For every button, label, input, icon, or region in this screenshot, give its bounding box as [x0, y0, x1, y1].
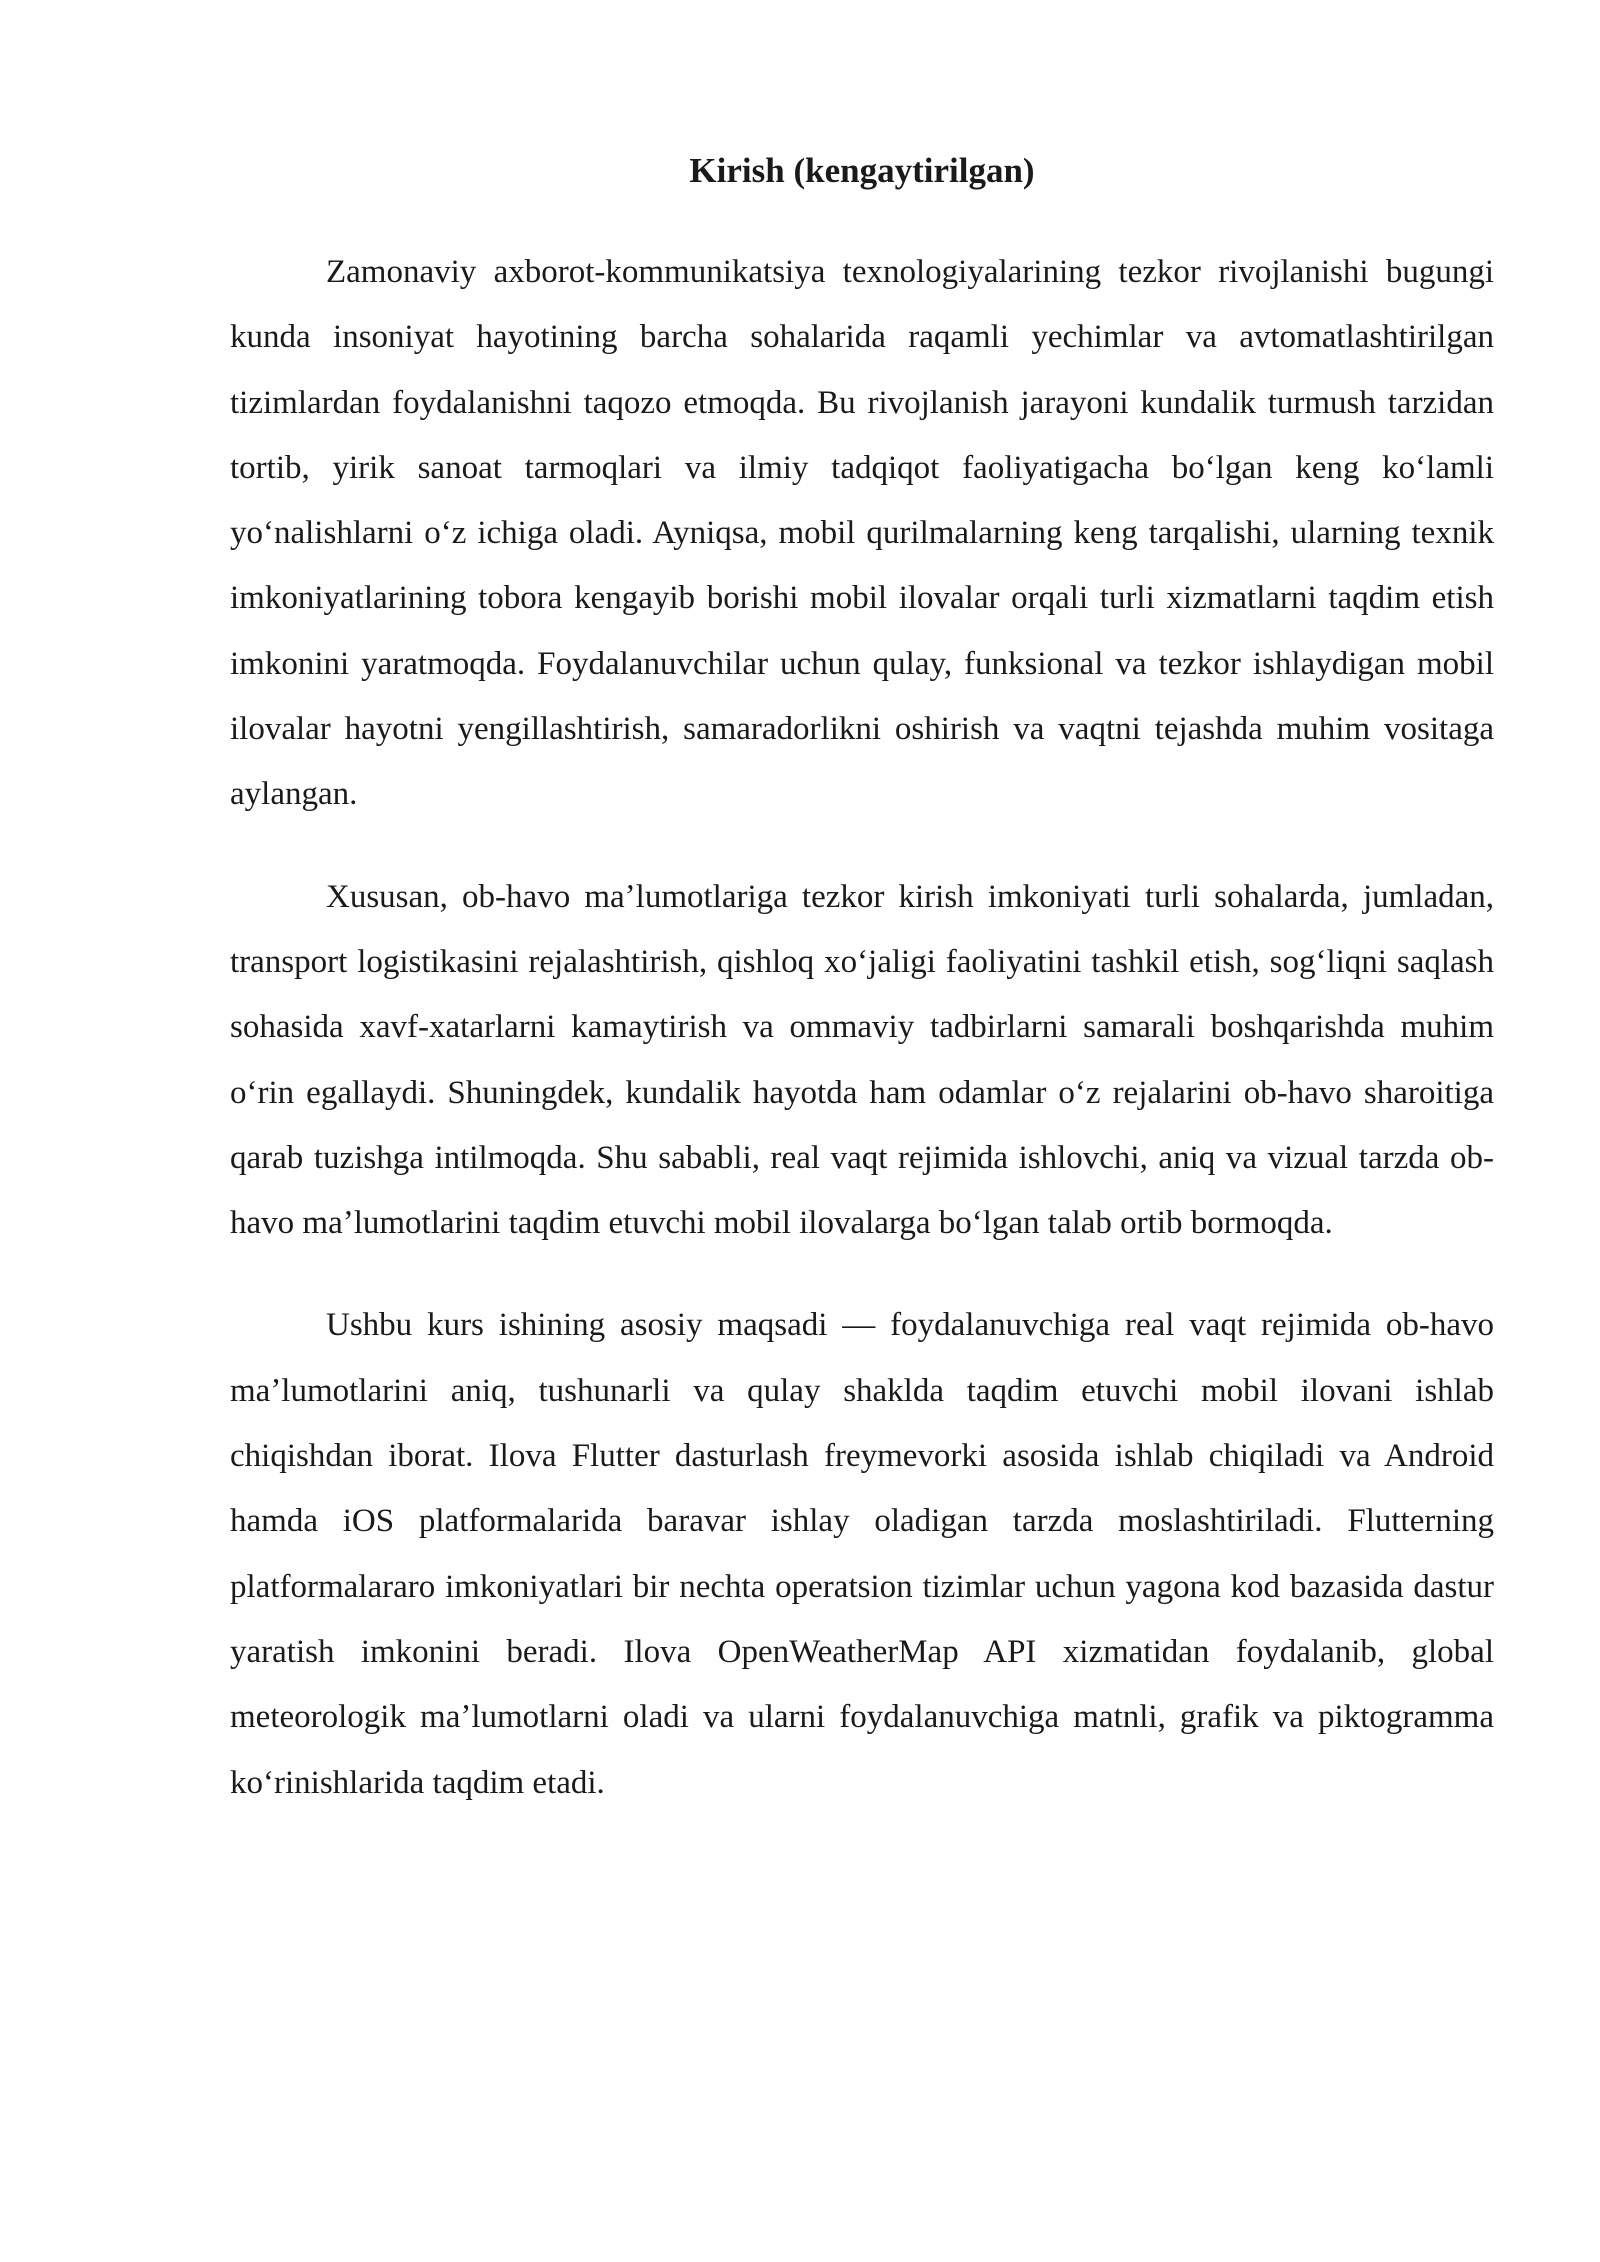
paragraph-2: Xususan, ob-havo maʼlumotlariga tezkor kirish imkoniyati turli sohalarda, jumladan, transport logistikasini rejalashtirish, qishloq xoʻjaligi faoliyatini tashkil etish, sogʻliqni saqlash sohasida xavf-xatarlarni kamaytirish va ommaviy tadbirlarni samarali boshqarishda muhim oʻrin egallaydi. Shuningdek, kundalik hayotda ham odamlar oʻz rejalarini ob-havo sharoitiga qarab tuzishga intilmoqda. Shu sababli, real vaqt rejimida ishlovchi, aniq va vizual tarzda ob-havo maʼlumotlarini taqdim etuvchi mobil ilovalarga boʻlgan talab ortib bormoqda.	[230, 878, 1494, 1242]
page-title: Kirish (kengaytirilgan)	[689, 151, 1035, 190]
paragraph-1: Zamonaviy axborot-kommunikatsiya texnologiyalarining tezkor rivojlanishi bugungi kunda insoniyat hayotining barcha sohalarida raqamli yechimlar va avtomatlashtirilgan tizimlardan foydalanishni taqozo etmoqda. Bu rivojlanish jarayoni kundalik turmush tarzidan tortib, yirik sanoat tarmoqlari va ilmiy tadqiqot faoliyatigacha boʻlgan keng koʻlamli yoʻnalishlarni oʻz ichiga oladi. Ayniqsa, mobil qurilmalarning keng tarqalishi, ularning texnik imkoniyatlarining tobora kengayib borishi mobil ilovalar orqali turli xizmatlarni taqdim etish imkonini yaratmoqda. Foydalanuvchilar uchun qulay, funksional va tezkor ishlaydigan mobil ilovalar hayotni yengillashtirish, samaradorlikni oshirish va vaqtni tejashda muhim vositaga aylangan.	[230, 254, 1494, 813]
document-page	[230, 150, 1494, 1853]
paragraph-3: Ushbu kurs ishining asosiy maqsadi — foydalanuvchiga real vaqt rejimida ob-havo maʼlumotlarini aniq, tushunarli va qulay shaklda taqdim etuvchi mobil ilovani ishlab chiqishdan iborat. Ilova Flutter dasturlash freymevorki asosida ishlab chiqiladi va Android hamda iOS platformalarida baravar ishlay oladigan tarzda moslashtiriladi. Flutterning platformalararo imkoniyatlari bir nechta operatsion tizimlar uchun yagona kod bazasida dastur yaratish imkonini beradi. Ilova OpenWeatherMap API xizmatidan foydalanib, global meteorologik maʼlumotlarni oladi va ularni foydalanuvchiga matnli, grafik va piktogramma koʻrinishlarida taqdim etadi.	[230, 1307, 1494, 1801]
